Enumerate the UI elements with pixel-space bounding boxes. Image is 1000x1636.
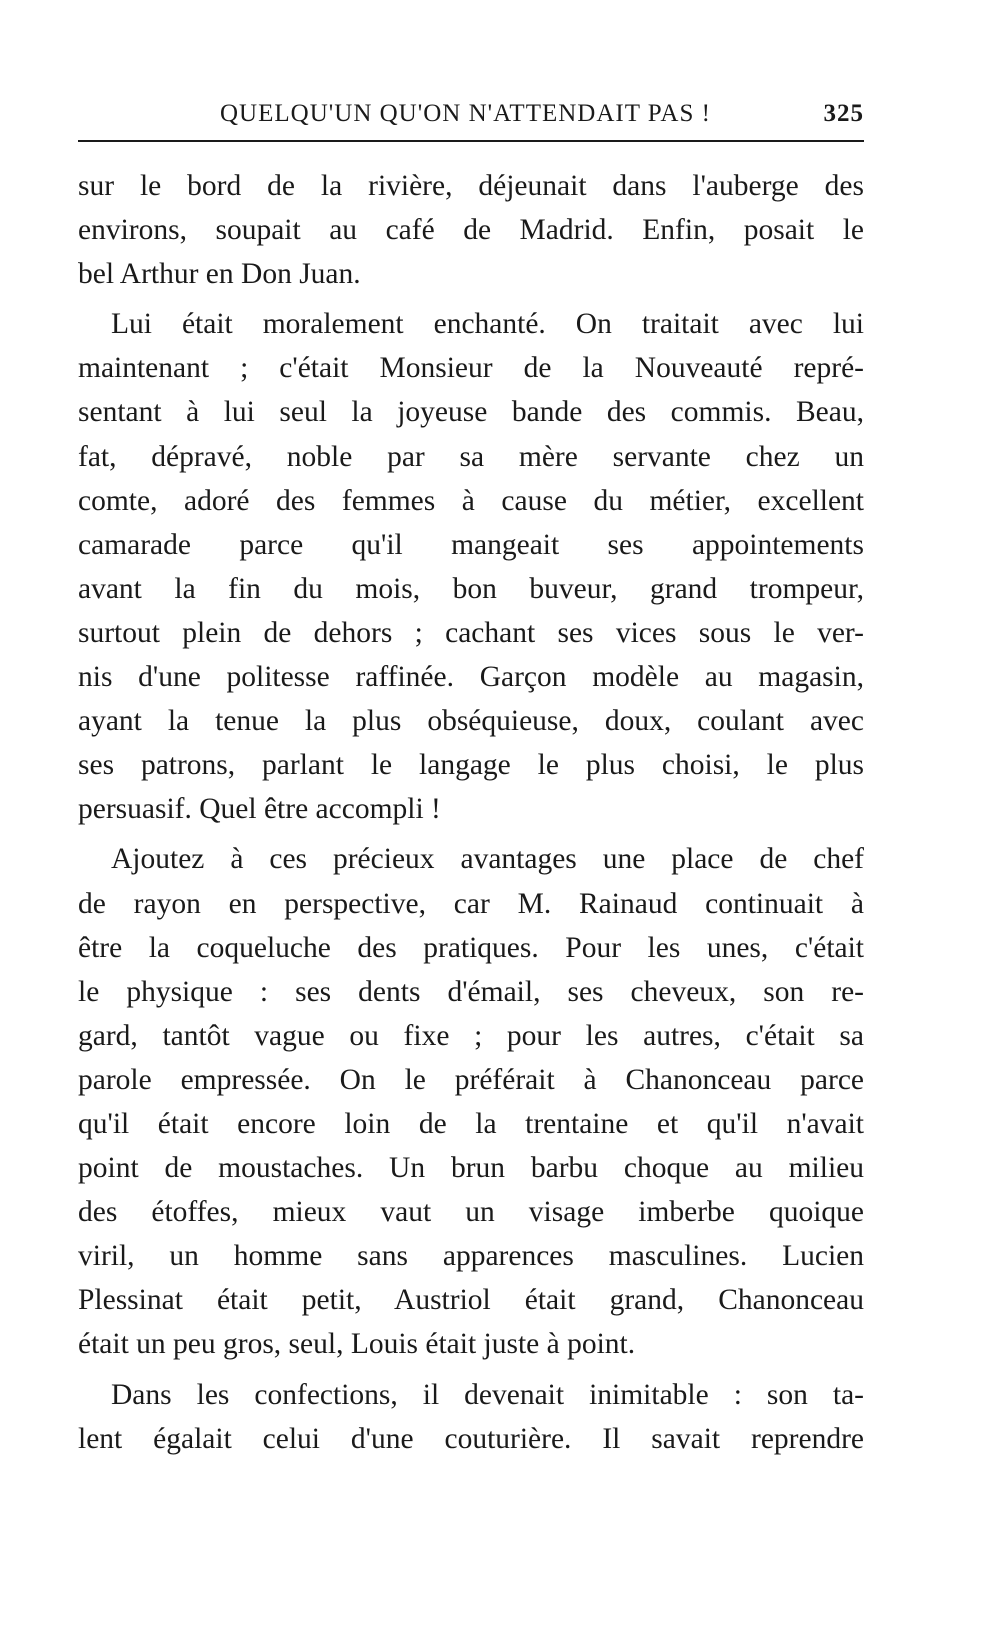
text-line: Dans les confections, il devenait inimitable : son ta- — [111, 1378, 864, 1411]
text-line: camarade parce qu'il mangeait ses appointements — [78, 528, 864, 561]
paragraph — [78, 302, 864, 831]
paragraph — [78, 837, 864, 1366]
text-line: était un peu gros, seul, Louis était juste à point. — [78, 1328, 636, 1361]
text-line: viril, un homme sans apparences masculines. Lucien — [78, 1240, 864, 1273]
text-line: avant la fin du mois, bon buveur, grand trompeur, — [78, 572, 864, 605]
text-line: de rayon en perspective, car M. Rainaud continuait à — [78, 887, 864, 920]
text-line: ses patrons, parlant le langage le plus choisi, le plus — [78, 749, 864, 782]
text-line: maintenant ; c'était Monsieur de la Nouveauté repré- — [78, 352, 864, 385]
text-line: surtout plein de dehors ; cachant ses vices sous le ver- — [78, 616, 864, 649]
text-line: Lui était moralement enchanté. On traitait avec lui — [111, 308, 864, 341]
running-header — [78, 92, 864, 142]
text-line: point de moustaches. Un brun barbu choque au milieu — [78, 1152, 864, 1185]
text-line: nis d'une politesse raffinée. Garçon modèle au magasin, — [78, 661, 864, 694]
text-line: persuasif. Quel être accompli ! — [78, 793, 441, 826]
text-line: lent égalait celui d'une couturière. Il savait reprendre — [78, 1422, 864, 1455]
text-line: le physique : ses dents d'émail, ses cheveux, son re- — [78, 975, 864, 1008]
text-line: environs, soupait au café de Madrid. Enfin, posait le — [78, 214, 864, 247]
text-line: comte, adoré des femmes à cause du métier, excellent — [78, 484, 864, 517]
text-line: parole empressée. On le préférait à Chanonceau parce — [78, 1063, 864, 1096]
text-line: gard, tantôt vague ou fixe ; pour les autres, c'était sa — [78, 1019, 864, 1052]
text-line: bel Arthur en Don Juan. — [78, 258, 361, 291]
running-title: QUELQU'UN QU'ON N'ATTENDAIT PAS ! — [220, 100, 711, 127]
text-line: sur le bord de la rivière, déjeunait dans l'auberge des — [78, 170, 864, 202]
paragraph — [78, 1373, 864, 1461]
text-line: sentant à lui seul la joyeuse bande des commis. Beau, — [78, 396, 864, 429]
text-line: être la coqueluche des pratiques. Pour les unes, c'était — [78, 931, 864, 964]
text-line: des étoffes, mieux vaut un visage imberbe quoique — [78, 1196, 864, 1229]
text-line: qu'il était encore loin de la trentaine et qu'il n'avait — [78, 1107, 864, 1140]
body-text — [78, 164, 864, 1461]
page-number: 325 — [823, 100, 864, 127]
text-line: ayant la tenue la plus obséquieuse, doux, coulant avec — [78, 705, 864, 738]
text-line: Ajoutez à ces précieux avantages une place de chef — [111, 843, 864, 876]
text-line: Plessinat était petit, Austriol était grand, Chanonceau — [78, 1284, 864, 1317]
text-line: fat, dépravé, noble par sa mère servante chez un — [78, 440, 864, 473]
book-page — [78, 92, 864, 1461]
paragraph — [78, 164, 864, 296]
